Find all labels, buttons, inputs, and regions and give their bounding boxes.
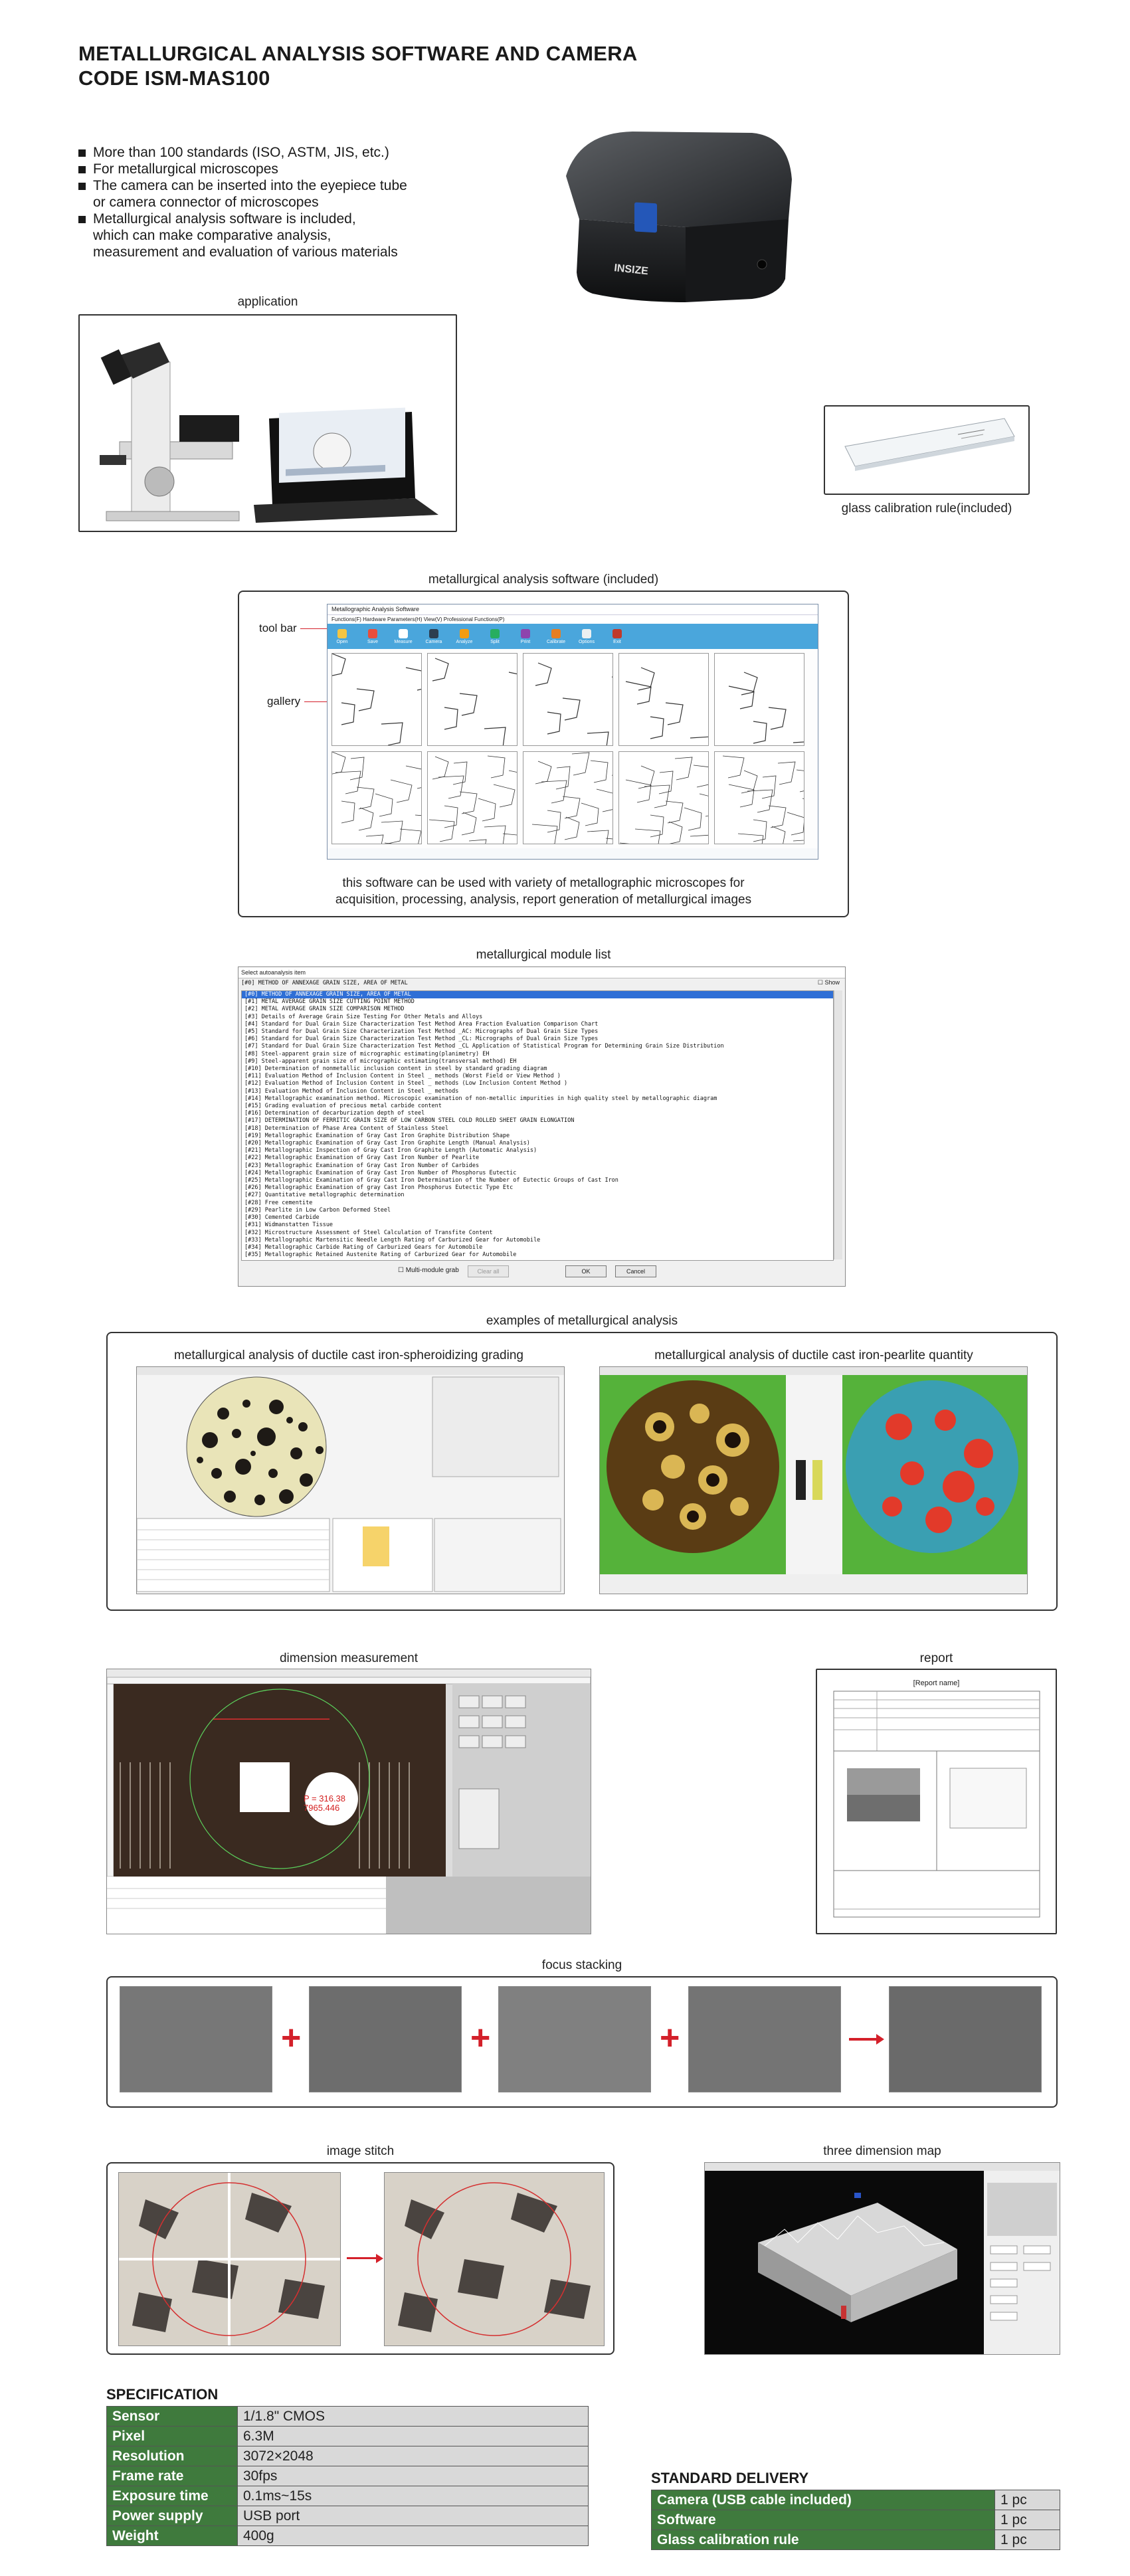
toolbar-button-label: Print [520, 639, 531, 644]
toolbar-icon [460, 629, 469, 638]
toolbar-button-label: Analyze [456, 639, 473, 644]
arrow-icon [347, 2257, 379, 2259]
module-list-item[interactable]: [#11] Evaluation Method of Inclusion Content in Steel _ methods (Worst Field or View Method ) [244, 1073, 561, 1080]
focus-result-image [889, 1986, 1042, 2092]
spec-table [106, 2406, 589, 2546]
toolbar-button-label: Open [336, 639, 348, 644]
delivery-qty: 1 pc [995, 2510, 1060, 2530]
module-list-item[interactable]: [#2] METAL AVERAGE GRAIN SIZE COMPARISON METHOD [244, 1006, 405, 1013]
arrow-head-icon [376, 2254, 383, 2263]
delivery-heading: STANDARD DELIVERY [651, 2470, 809, 2486]
toolbar-button[interactable] [576, 629, 597, 644]
module-list-item[interactable]: [#21] Metallographic Inspection of Gray Cast Iron Graphite Length (Automatic Analysis) [244, 1147, 537, 1154]
toolbar-button[interactable] [393, 629, 414, 644]
module-list-item[interactable]: [#35] Metallographic Retained Austenite Rating of Carburized Gear for Automobile [244, 1251, 517, 1259]
feature-list [78, 145, 407, 261]
feature-item-continued: measurement and evaluation of various materials [93, 244, 398, 260]
delivery-table [651, 2490, 1060, 2550]
gallery-thumbnail[interactable] [618, 751, 709, 844]
stitch-source-image [118, 2172, 341, 2346]
feature-item: For metallurgical microscopes [78, 161, 407, 177]
application-image [78, 314, 457, 532]
spec-row [107, 2446, 589, 2466]
module-list-item[interactable]: [#17] DETERMINATION OF FERRITIC GRAIN SIZE OF LOW CARBON STEEL COLD ROLLED SHEET GRAIN ELONGATION [244, 1117, 575, 1125]
module-list-item[interactable]: [#26] Metallographic Examination of gray Cast Iron Phosphorus Eutectic Type Etc [244, 1184, 514, 1192]
arrow-icon [849, 2038, 879, 2041]
label-tool-bar: tool bar [259, 622, 297, 634]
module-list-item[interactable]: [#24] Metallographic Examination of Gray Cast Iron Number of Phosphorus Eutectic [244, 1169, 517, 1176]
toolbar-button[interactable] [484, 629, 506, 644]
module-list-item[interactable]: [#4] Standard for Dual Grain Size Characterization Test Method Area Fraction Evaluation Comparison Chart [244, 1020, 599, 1028]
caption-three-d: three dimension map [823, 2144, 941, 2158]
toolbar-button-label: Split [490, 639, 500, 644]
module-list-item[interactable]: [#3] Details of Average Grain Size Testing For Other Metals and Alloys [244, 1013, 483, 1020]
spec-row [107, 2466, 589, 2486]
toolbar-icon [521, 629, 530, 638]
dimension-screenshot [106, 1669, 591, 1934]
caption-example-1: metallurgical analysis of ductile cast iron-spheroidizing grading [174, 1348, 523, 1362]
module-list-item[interactable]: [#22] Metallographic Examination of Gray Cast Iron Number of Pearlite [244, 1154, 480, 1162]
focus-image-1 [120, 1986, 272, 2092]
module-list-item[interactable]: [#1] METAL AVERAGE GRAIN SIZE CUTTING POINT METHOD [244, 998, 415, 1006]
software-menu-bar[interactable]: Functions(F) Hardware Parameters(H) View(V) Professional Functions(P) [328, 615, 818, 624]
spec-value: USB port [238, 2506, 589, 2526]
clear-all-button[interactable]: Clear all [468, 1265, 509, 1277]
delivery-row [652, 2530, 1060, 2550]
toolbar-button-label: Exit [613, 639, 621, 644]
toolbar-icon [551, 629, 561, 638]
toolbar-button[interactable] [362, 629, 383, 644]
caption-examples: examples of metallurgical analysis [486, 1314, 678, 1328]
cancel-button[interactable]: Cancel [615, 1265, 656, 1277]
focus-image-3 [498, 1986, 651, 2092]
module-list-item[interactable]: [#30] Cemented Carbide [244, 1214, 320, 1222]
caption-dimension: dimension measurement [279, 1651, 419, 1665]
module-list-item[interactable]: [#31] Widmanstatten Tissue [244, 1222, 333, 1229]
caption-application: application [237, 295, 298, 309]
spec-key: Frame rate [107, 2466, 238, 2486]
spec-value: 30fps [238, 2466, 589, 2486]
software-toolbar [328, 624, 818, 649]
dimension-readout [304, 1794, 345, 1813]
caption-module-list: metallurgical module list [476, 948, 611, 962]
software-desc-1: this software can be used with variety of metallographic microscopes for [342, 876, 745, 890]
spec-value: 3072×2048 [238, 2446, 589, 2466]
toolbar-icon [337, 629, 347, 638]
toolbar-button-label: Save [367, 639, 378, 644]
spec-row [107, 2506, 589, 2526]
software-window [327, 604, 818, 860]
spec-key: Weight [107, 2526, 238, 2546]
module-list-item[interactable]: [#13] Evaluation Method of Inclusion Content in Steel _ methods [244, 1087, 459, 1095]
module-scrollbar[interactable] [834, 990, 842, 1259]
toolbar-button[interactable] [515, 629, 536, 644]
gallery-thumbnail[interactable] [523, 751, 613, 844]
plus-icon: + [660, 2019, 680, 2057]
spec-key: Pixel [107, 2427, 238, 2446]
spec-heading: SPECIFICATION [106, 2386, 219, 2403]
three-d-screenshot [704, 2162, 1060, 2355]
report-frame [816, 1669, 1057, 1934]
page-title [78, 41, 638, 90]
toolbar-button[interactable] [545, 629, 567, 644]
module-list-item[interactable]: [#29] Pearlite in Low Carbon Deformed Steel [244, 1206, 391, 1214]
feature-item: Metallurgical analysis software is included, [78, 211, 407, 227]
pointer-tool-bar [300, 628, 327, 629]
example-spheroidizing-screenshot [136, 1366, 565, 1594]
caption-glass-rule: glass calibration rule(included) [841, 502, 1012, 515]
gallery-thumbnail[interactable] [427, 653, 518, 746]
module-list-item[interactable]: [#20] Metallographic Examination of Gray Cast Iron Graphite Length (Manual Analysis) [244, 1140, 530, 1147]
focus-image-4 [688, 1986, 841, 2092]
delivery-item: Glass calibration rule [652, 2530, 995, 2550]
module-list-item[interactable]: [#19] Metallographic Examination of Gray Cast Iron Graphite Distribution Shape [244, 1132, 510, 1139]
module-list-item[interactable]: [#6] Standard for Dual Grain Size Characterization Test Method _CL: Micrographs of Dual Grain Size Types [244, 1036, 599, 1043]
module-list [241, 990, 834, 1261]
spec-value: 1/1.8" CMOS [238, 2407, 589, 2427]
spec-key: Sensor [107, 2407, 238, 2427]
toolbar-icon [399, 629, 408, 638]
delivery-item: Software [652, 2510, 995, 2530]
title-line-1: METALLURGICAL ANALYSIS SOFTWARE AND CAMERA [78, 42, 638, 65]
toolbar-button[interactable] [454, 629, 475, 644]
caption-report: report [919, 1651, 953, 1665]
caption-stitch: image stitch [326, 2144, 395, 2158]
spec-key: Exposure time [107, 2486, 238, 2506]
arrow-head-icon [876, 2034, 884, 2045]
module-list-item[interactable]: [#12] Evaluation Method of Inclusion Content in Steel _ methods (Low Inclusion Content Method ) [244, 1080, 568, 1087]
spec-value: 0.1ms~15s [238, 2486, 589, 2506]
spec-value: 400g [238, 2526, 589, 2546]
camera-image [553, 120, 799, 309]
spec-row [107, 2407, 589, 2427]
module-list-item[interactable]: [#32] Microstructure Assessment of Steel Calculation of Transfite Content [244, 1229, 493, 1236]
module-list-item[interactable]: [#8] Steel-apparent grain size of micrographic estimating(planimetry) EH [244, 1050, 490, 1058]
gallery-thumbnail[interactable] [523, 653, 613, 746]
dimension-readout-line2: 7965.446 [304, 1803, 340, 1813]
glass-rule-image [824, 405, 1030, 495]
feature-item-continued: or camera connector of microscopes [93, 195, 319, 210]
module-list-item[interactable]: [#9] Steel-apparent grain size of micrographic estimating(transversal method) EH [244, 1058, 517, 1065]
spec-value: 6.3M [238, 2427, 589, 2446]
delivery-qty: 1 pc [995, 2490, 1060, 2510]
gallery-thumbnail[interactable] [714, 751, 804, 844]
software-desc-2: acquisition, processing, analysis, report generation of metallurgical images [335, 893, 752, 907]
toolbar-icon [490, 629, 500, 638]
module-window-title: Select autoanalysis item [238, 967, 845, 978]
module-list-item[interactable]: [#18] Determination of Phase Area Content of Stainless Steel [244, 1125, 449, 1132]
stitch-result-image [384, 2172, 605, 2346]
toolbar-button-label: Options [578, 639, 595, 644]
software-window-title: Metallographic Analysis Software [328, 604, 818, 615]
feature-item-continued: which can make comparative analysis, [93, 228, 331, 243]
gallery-thumbnail[interactable] [618, 653, 709, 746]
focus-image-2 [309, 1986, 462, 2092]
spec-row [107, 2486, 589, 2506]
ok-button[interactable]: OK [565, 1265, 607, 1277]
plus-icon: + [470, 2019, 491, 2057]
module-list-item[interactable]: [#15] Grading evaluation of precious metal carbide content [244, 1103, 442, 1110]
example-pearlite-screenshot [599, 1366, 1028, 1594]
gallery-thumbnail[interactable] [331, 653, 422, 746]
plus-icon: + [281, 2019, 302, 2057]
toolbar-button-label: Measure [394, 639, 413, 644]
delivery-row [652, 2490, 1060, 2510]
multi-grab-checkbox[interactable]: ☐ Multi-module grab [398, 1267, 459, 1274]
module-list-item[interactable]: [#27] Quantitative metallographic determination [244, 1192, 405, 1199]
delivery-qty: 1 pc [995, 2530, 1060, 2550]
software-gallery [328, 649, 818, 848]
module-list-item[interactable]: [#14] Metallographic examination method. Microscopic examination of non-metallic impurities in high quality steel by metallographic diagram [244, 1095, 717, 1102]
spec-key: Power supply [107, 2506, 238, 2526]
feature-item: More than 100 standards (ISO, ASTM, JIS, etc.) [78, 145, 407, 161]
toolbar-button[interactable] [423, 629, 444, 644]
toolbar-icon [368, 629, 377, 638]
gallery-thumbnail[interactable] [427, 751, 518, 844]
module-list-item[interactable]: [#5] Standard for Dual Grain Size Characterization Test Method _AC: Micrographs of Dual Grain Size Types [244, 1028, 599, 1036]
toolbar-button-label: Calibrate [546, 639, 565, 644]
module-list-item[interactable]: [#28] Free cementite [244, 1199, 313, 1206]
module-list-item[interactable]: [#0] METHOD OF ANNEXAGE GRAIN SIZE, AREA OF METAL [242, 991, 833, 998]
delivery-item: Camera (USB cable included) [652, 2490, 995, 2510]
toolbar-button[interactable] [607, 629, 628, 644]
module-list-item[interactable]: [#25] Metallographic Examination of Gray Cast Iron Determination of the Number of Eutectic Groups of Cast Iron [244, 1177, 618, 1184]
feature-item: The camera can be inserted into the eyepiece tube [78, 178, 407, 194]
toolbar-button-label: Camera [425, 639, 442, 644]
toolbar-icon [429, 629, 438, 638]
caption-focus: focus stacking [541, 1958, 622, 1972]
dimension-readout-line1: P = 316.38 [304, 1794, 346, 1803]
module-list-item[interactable]: [#34] Metallographic Carbide Rating of Carburized Gears for Automobile [244, 1243, 483, 1251]
report-title: [Report name] [913, 1679, 960, 1687]
module-header-line: [#0] METHOD OF ANNEXAGE GRAIN SIZE, AREA OF METAL [241, 980, 408, 986]
show-all-checkbox[interactable]: ☐ Show [817, 979, 840, 986]
module-list-item[interactable]: [#23] Metallographic Examination of Gray Cast Iron Number of Carbides [244, 1162, 480, 1169]
spec-key: Resolution [107, 2446, 238, 2466]
module-list-item[interactable]: [#7] Standard for Dual Grain Size Characterization Test Method _CL Application of Statistical Program for Determining Grain Size Distribution [244, 1043, 724, 1050]
toolbar-button[interactable] [331, 629, 353, 644]
gallery-thumbnail[interactable] [714, 653, 804, 746]
caption-example-2: metallurgical analysis of ductile cast iron-pearlite quantity [654, 1348, 973, 1362]
toolbar-icon [582, 629, 591, 638]
module-window [238, 966, 846, 1287]
delivery-row [652, 2510, 1060, 2530]
spec-row [107, 2526, 589, 2546]
camera-brand-logo: INSIZE [613, 262, 649, 278]
toolbar-icon [612, 629, 622, 638]
spec-row [107, 2427, 589, 2446]
gallery-thumbnail[interactable] [331, 751, 422, 844]
module-list-item[interactable]: [#33] Metallographic Martensitic Needle Length Rating of Carburized Gear for Automobile [244, 1236, 541, 1243]
module-list-item[interactable]: [#10] Determination of nonmetallic inclusion content in steel by standard grading diagram [244, 1065, 547, 1073]
label-gallery: gallery [267, 695, 301, 707]
caption-software: metallurgical analysis software (included) [428, 573, 659, 587]
title-line-2: CODE ISM-MAS100 [78, 66, 270, 90]
module-list-item[interactable]: [#16] Determination of decarburization depth of steel [244, 1110, 425, 1117]
